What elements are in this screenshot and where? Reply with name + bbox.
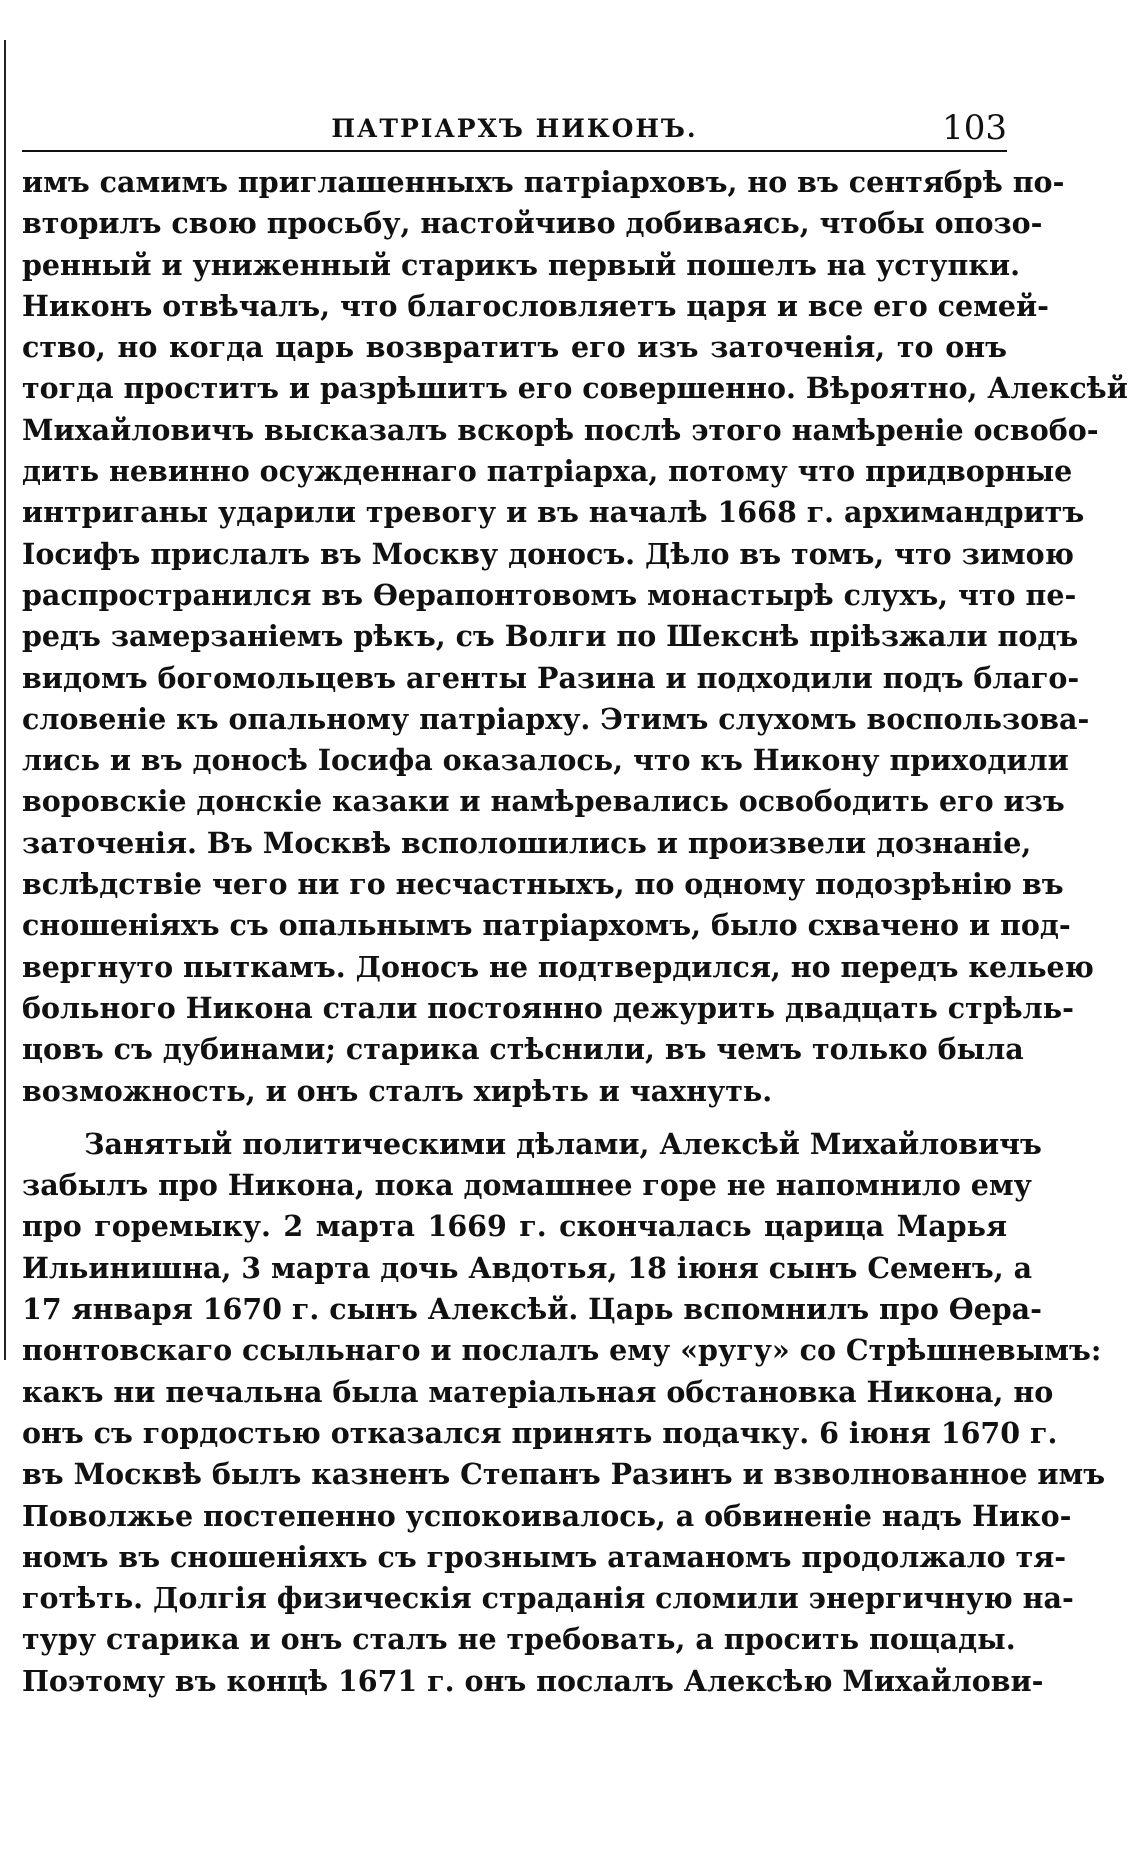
- text-line: забылъ про Никона, пока домашнее горе не напомнило ему: [22, 1168, 1032, 1203]
- text-line: интриганы ударили тревогу и въ началѣ 1668 г. архимандритъ: [22, 495, 1085, 530]
- text-line: сношеніяхъ съ опальнымъ патріархомъ, было схвачено и под-: [22, 908, 1071, 943]
- text-line: Михайловичъ высказалъ вскорѣ послѣ этого намѣреніе освобо-: [22, 412, 1099, 447]
- text-line: про горемыку. 2 марта 1669 г. скончалась царица Марья: [22, 1209, 1007, 1244]
- text-line: Никонъ отвѣчалъ, что благословляетъ царя и все его семей-: [22, 288, 1049, 323]
- text-line: распространился въ Ѳерапонтовомъ монастырѣ слухъ, что пе-: [22, 577, 1077, 612]
- text-line: Ильинишна, 3 марта дочь Авдотья, 18 іюня сынъ Семенъ, а: [22, 1250, 1033, 1285]
- text-line: вслѣдствіе чего ни го несчастныхъ, по одному подозрѣнію въ: [22, 867, 1064, 902]
- text-line: видомъ богомольцевъ агенты Разина и подходили подъ благо-: [22, 660, 1080, 695]
- text-line: ренный и униженный старикъ первый пошелъ на уступки.: [22, 247, 1021, 282]
- text-line: заточенія. Въ Москвѣ всполошились и произвели дознаніе,: [22, 825, 1032, 860]
- page-edge-line: [4, 40, 6, 1360]
- text-line: Поволжье постепенно успокоивалось, а обвиненіе надъ Нико-: [22, 1498, 1072, 1533]
- text-line: тогда проститъ и разрѣшитъ его совершенно. Вѣроятно, Алексѣй: [22, 371, 1128, 406]
- text-line: онъ съ гордостью отказался принять подачку. 6 іюня 1670 г.: [22, 1415, 1058, 1450]
- text-line: возможность, и онъ сталъ хирѣть и чахнуть.: [22, 1073, 773, 1108]
- text-line: воровскіе донскіе казаки и намѣревались освободить его изъ: [22, 784, 1065, 819]
- text-line: Занятый политическими дѣлами, Алексѣй Михайловичъ: [84, 1126, 1042, 1161]
- text-line: въ Москвѣ былъ казненъ Степанъ Разинъ и взволнованное имъ: [22, 1457, 1106, 1492]
- paragraph-2: [22, 1124, 1106, 1702]
- paragraph-1: [22, 162, 1128, 1112]
- page-header: [22, 108, 1007, 152]
- text-line: какъ ни печальна была матеріальная обстановка Никона, но: [22, 1374, 1054, 1409]
- text-line: 17 января 1670 г. сынъ Алексѣй. Царь вспомнилъ про Ѳера-: [22, 1292, 1042, 1327]
- text-line: Поэтому въ концѣ 1671 г. онъ послалъ Алексѣю Михайлови-: [22, 1663, 1044, 1698]
- text-line: понтовскаго ссыльнаго и послалъ ему «ругу» со Стрѣшневымъ:: [22, 1333, 1102, 1368]
- text-line: ство, но когда царь возвратитъ его изъ заточенія, то онъ: [22, 330, 1007, 365]
- text-line: редъ замерзаніемъ рѣкъ, съ Волги по Шекснѣ пріѣзжали подъ: [22, 619, 1079, 654]
- text-line: дить невинно осужденнаго патріарха, потому что придворные: [22, 454, 1073, 489]
- text-line: больного Никона стали постоянно дежурить двадцать стрѣль-: [22, 990, 1074, 1025]
- body-text: [22, 162, 1128, 1702]
- paragraph-gap: [22, 1112, 1007, 1124]
- text-line: словеніе къ опальному патріарху. Этимъ слухомъ воспользова-: [22, 701, 1090, 736]
- text-line: цовъ съ дубинами; старика стѣснили, въ чемъ только была: [22, 1032, 1024, 1067]
- text-line: Іосифъ прислалъ въ Москву доносъ. Дѣло въ томъ, что зимою: [22, 536, 1074, 571]
- text-line: туру старика и онъ сталъ не требовать, а просить пощады.: [22, 1622, 1016, 1657]
- page-number: 103: [942, 108, 1007, 148]
- text-line: имъ самимъ приглашенныхъ патріарховъ, но въ сентябрѣ по-: [22, 165, 1065, 199]
- text-line: вергнуто пыткамъ. Доносъ не подтвердился, но передъ кельею: [22, 949, 1094, 984]
- text-line: лись и въ доносѣ Іосифа оказалось, что къ Никону приходили: [22, 743, 1069, 778]
- text-line: номъ въ сношеніяхъ съ грознымъ атаманомъ продолжало тя-: [22, 1539, 1067, 1574]
- text-line: готѣть. Долгія физическія страданія сломили энергичную на-: [22, 1581, 1074, 1616]
- text-line: вторилъ свою просьбу, настойчиво добиваясь, чтобы опозо-: [22, 206, 1043, 241]
- running-title: ПАТРІАРХЪ НИКОНЪ.: [331, 114, 698, 143]
